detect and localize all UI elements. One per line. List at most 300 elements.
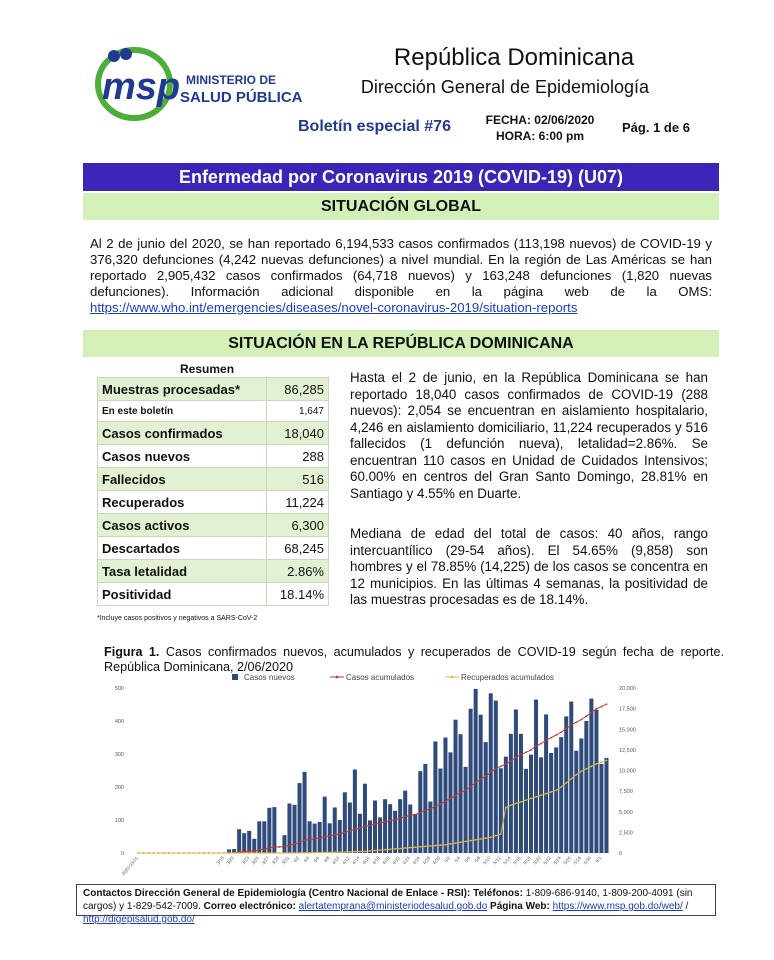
point-recuperados-acumulados bbox=[429, 845, 431, 847]
point-casos-acumulados bbox=[510, 760, 512, 762]
point-casos-acumulados bbox=[555, 734, 557, 736]
web-label: Página Web: bbox=[490, 901, 550, 912]
point-recuperados-acumulados bbox=[153, 852, 155, 854]
point-casos-acumulados bbox=[505, 763, 507, 765]
bar-casos-nuevos bbox=[353, 770, 357, 853]
bar-casos-nuevos bbox=[333, 807, 337, 853]
point-recuperados-acumulados bbox=[379, 849, 381, 851]
point-recuperados-acumulados bbox=[601, 761, 603, 763]
point-casos-acumulados bbox=[309, 839, 311, 841]
table-row bbox=[98, 445, 329, 468]
link-separator: / bbox=[685, 901, 689, 912]
table-row bbox=[98, 468, 329, 491]
bar-casos-nuevos bbox=[594, 710, 598, 853]
point-recuperados-acumulados bbox=[324, 852, 326, 854]
x-tick-label: 5/20 bbox=[532, 855, 542, 866]
point-recuperados-acumulados bbox=[409, 847, 411, 849]
point-recuperados-acumulados bbox=[480, 838, 482, 840]
country-title: República Dominicana bbox=[393, 44, 635, 71]
bar-casos-nuevos bbox=[494, 701, 498, 853]
bar-casos-nuevos bbox=[338, 820, 342, 853]
x-tick-label: 5/18 bbox=[522, 855, 532, 866]
row-label: Descartados bbox=[98, 537, 267, 560]
point-recuperados-acumulados bbox=[173, 852, 175, 854]
point-casos-acumulados bbox=[460, 791, 462, 793]
bar-casos-nuevos bbox=[328, 823, 332, 853]
legend-label: Recuperados acumulados bbox=[461, 673, 554, 682]
point-casos-acumulados bbox=[540, 743, 542, 745]
bulletin-date: FECHA: 02/06/2020 bbox=[485, 113, 595, 127]
msp-web-link[interactable]: https://www.msp.gob.do/web/ bbox=[552, 901, 683, 912]
bar-casos-nuevos bbox=[358, 814, 362, 853]
point-recuperados-acumulados bbox=[590, 765, 592, 767]
point-recuperados-acumulados bbox=[460, 841, 462, 843]
point-casos-acumulados bbox=[409, 815, 411, 817]
x-tick-label: 5/26 bbox=[562, 855, 573, 866]
point-casos-acumulados bbox=[585, 715, 587, 717]
bar-casos-nuevos bbox=[599, 764, 603, 853]
point-casos-acumulados bbox=[535, 745, 537, 747]
point-casos-acumulados bbox=[263, 848, 265, 850]
point-casos-acumulados bbox=[590, 711, 592, 713]
point-recuperados-acumulados bbox=[213, 852, 215, 854]
point-recuperados-acumulados bbox=[178, 852, 180, 854]
point-recuperados-acumulados bbox=[455, 842, 457, 844]
bar-casos-nuevos bbox=[292, 805, 296, 853]
point-recuperados-acumulados bbox=[585, 768, 587, 770]
point-recuperados-acumulados bbox=[565, 782, 567, 784]
point-casos-acumulados bbox=[455, 794, 457, 796]
bar-casos-nuevos bbox=[343, 792, 347, 853]
y-right-tick-label: 7,500 bbox=[619, 789, 633, 796]
point-casos-acumulados bbox=[500, 765, 502, 767]
y-right-tick-label: 2,500 bbox=[619, 830, 633, 837]
bar-casos-nuevos bbox=[262, 821, 266, 853]
x-tick-label: 5/22 bbox=[542, 855, 552, 866]
y-left-tick-label: 100 bbox=[114, 818, 124, 824]
bar-casos-nuevos bbox=[373, 801, 377, 853]
bar-casos-nuevos bbox=[433, 741, 437, 853]
point-casos-acumulados bbox=[394, 819, 396, 821]
x-tick-label: 5/24 bbox=[552, 855, 562, 866]
point-recuperados-acumulados bbox=[495, 835, 497, 837]
x-tick-label: 3/25 bbox=[250, 855, 261, 866]
row-label: Muestras procesadas* bbox=[98, 378, 267, 401]
point-recuperados-acumulados bbox=[570, 778, 572, 780]
point-casos-acumulados bbox=[379, 822, 381, 824]
point-recuperados-acumulados bbox=[414, 846, 416, 848]
row-label: Casos nuevos bbox=[98, 445, 267, 468]
point-recuperados-acumulados bbox=[158, 852, 160, 854]
point-casos-acumulados bbox=[258, 849, 260, 851]
table-row bbox=[98, 537, 329, 560]
point-recuperados-acumulados bbox=[284, 852, 286, 854]
point-recuperados-acumulados bbox=[148, 852, 150, 854]
row-label: Fallecidos bbox=[98, 468, 267, 491]
point-recuperados-acumulados bbox=[424, 846, 426, 848]
point-recuperados-acumulados bbox=[258, 852, 260, 854]
bar-casos-nuevos bbox=[474, 689, 478, 853]
legend-swatch-casos-nuevos bbox=[232, 674, 238, 680]
who-link[interactable]: https://www.who.int/emergencies/diseases/novel-coronavirus-2019/situation-reports bbox=[90, 300, 578, 315]
logo-line2: SALUD PÚBLICA bbox=[180, 89, 303, 106]
x-tick-label: 3/23 bbox=[240, 855, 250, 866]
point-casos-acumulados bbox=[374, 823, 376, 825]
bar-casos-nuevos bbox=[554, 747, 558, 853]
figure-caption-text: Casos confirmados nuevos, acumulados y recuperados de COVID-19 según fecha de reporte. República Dominicana, 2/06/2020 bbox=[104, 645, 725, 674]
point-recuperados-acumulados bbox=[374, 850, 376, 852]
x-tick-label: 5/30 bbox=[582, 855, 593, 866]
point-casos-acumulados bbox=[299, 841, 301, 843]
row-value: 516 bbox=[267, 468, 329, 491]
point-recuperados-acumulados bbox=[399, 848, 401, 850]
msp-logo-icon bbox=[96, 44, 303, 124]
point-recuperados-acumulados bbox=[545, 793, 547, 795]
rd-paragraph-2: Mediana de edad del total de casos: 40 años, rango intercuantílico (29-54 años). El 54.65% (9,858) son hombres y el 78.85% (14,225) de los casos se concentra en 12 municipios. En las últimas 4 semanas, la positividad de las muestras procesadas es de 18.14%. bbox=[350, 526, 708, 607]
point-casos-acumulados bbox=[294, 843, 296, 845]
point-casos-acumulados bbox=[414, 814, 416, 816]
point-recuperados-acumulados bbox=[334, 851, 336, 853]
point-recuperados-acumulados bbox=[238, 852, 240, 854]
bar-casos-nuevos bbox=[388, 804, 392, 853]
bar-casos-nuevos bbox=[408, 804, 412, 853]
point-recuperados-acumulados bbox=[445, 844, 447, 846]
point-casos-acumulados bbox=[575, 721, 577, 723]
x-tick-label: 4/30 bbox=[431, 855, 442, 866]
point-recuperados-acumulados bbox=[138, 852, 140, 854]
rd-paragraph-1: Hasta el 2 de junio, en la República Dominicana se han reportado 18,040 casos confirmados de COVID-19 (288 nuevos): 2,054 se encuentran en aislamiento hospitalario, 4,246 en aislamiento domiciliario, 11,224 recuperados y 516 fallecidos (1 defunción nueva), letalidad=2.86%. Se encuentran 110 casos en Unidad de Cuidados Intensivos; 60.00% en centros del Gran Santo Domingo, 28.81% en Santiago y 4.55% en Duarte. bbox=[350, 370, 708, 501]
cases-chart-svg bbox=[104, 668, 664, 888]
x-tick-label: 4/4 bbox=[302, 855, 311, 864]
global-situation-text bbox=[90, 236, 712, 316]
x-tick-label: 3/31 bbox=[280, 855, 291, 866]
row-label: Recuperados bbox=[98, 491, 267, 514]
point-casos-acumulados bbox=[495, 768, 497, 770]
x-tick-label: 3/18 bbox=[215, 855, 225, 866]
point-casos-acumulados bbox=[314, 838, 316, 840]
y-right-tick-label: 10,000 bbox=[619, 768, 636, 775]
point-casos-acumulados bbox=[515, 756, 517, 758]
point-casos-acumulados bbox=[445, 800, 447, 802]
row-value: 86,285 bbox=[267, 378, 329, 401]
legend-swatch-marker bbox=[451, 676, 454, 679]
point-recuperados-acumulados bbox=[525, 799, 527, 801]
x-tick-label: 3/27 bbox=[260, 855, 271, 866]
point-casos-acumulados bbox=[520, 754, 522, 756]
table-row bbox=[98, 401, 329, 422]
x-tick-label: 5/4 bbox=[453, 855, 462, 864]
point-recuperados-acumulados bbox=[470, 840, 472, 842]
bar-casos-nuevos bbox=[454, 720, 458, 853]
point-recuperados-acumulados bbox=[596, 763, 598, 765]
point-casos-acumulados bbox=[601, 706, 603, 708]
point-recuperados-acumulados bbox=[520, 801, 522, 803]
legend-label: Casos acumulados bbox=[346, 673, 415, 682]
bar-casos-nuevos bbox=[242, 833, 246, 853]
row-value: 18.14% bbox=[267, 583, 329, 606]
phones: 1-809-686-9140, 1-809-200-4091 (sin cargos) y 1-829-542-7009. bbox=[83, 888, 693, 912]
x-tick-label: 5/28 bbox=[572, 855, 583, 866]
bar-casos-nuevos bbox=[363, 784, 367, 853]
y-right-tick-label: 20,000 bbox=[619, 686, 636, 692]
point-casos-acumulados bbox=[470, 786, 472, 788]
x-tick-label: 6/1 bbox=[594, 855, 603, 864]
point-recuperados-acumulados bbox=[223, 852, 225, 854]
point-casos-acumulados bbox=[545, 739, 547, 741]
table-row bbox=[98, 422, 329, 445]
bar-casos-nuevos bbox=[323, 797, 327, 853]
table-row bbox=[98, 560, 329, 583]
point-casos-acumulados bbox=[465, 789, 467, 791]
point-casos-acumulados bbox=[344, 831, 346, 833]
contact-label: Contactos Dirección General de Epidemiología (Centro Nacional de Enlace - RSI): bbox=[83, 888, 471, 899]
point-recuperados-acumulados bbox=[168, 852, 170, 854]
y-right-tick-label: 17,500 bbox=[619, 706, 636, 713]
bar-casos-nuevos bbox=[499, 768, 503, 853]
table-row bbox=[98, 514, 329, 537]
bar-casos-nuevos bbox=[464, 767, 468, 853]
point-casos-acumulados bbox=[349, 830, 351, 832]
global-paragraph: Al 2 de junio del 2020, se han reportado 6,194,533 casos confirmados (113,198 nuevos) de COVID-19 y 376,320 defunciones (4,242 nuevas defunciones) a nivel mundial. En la región de Las Américas se han reportado 2,905,432 casos confirmados (64,718 nuevos) y 163,248 defunciones (1,820 nuevas defunciones). Información adicional disponible en la página web de la OMS: bbox=[90, 236, 712, 299]
bar-casos-nuevos bbox=[519, 734, 523, 853]
point-casos-acumulados bbox=[485, 775, 487, 777]
bar-casos-nuevos bbox=[544, 714, 548, 853]
point-casos-acumulados bbox=[289, 844, 291, 846]
point-recuperados-acumulados bbox=[394, 848, 396, 850]
point-recuperados-acumulados bbox=[243, 852, 245, 854]
point-casos-acumulados bbox=[565, 728, 567, 730]
point-recuperados-acumulados bbox=[354, 851, 356, 853]
point-recuperados-acumulados bbox=[369, 850, 371, 852]
x-tick-label: 4/2 bbox=[292, 855, 301, 864]
bar-casos-nuevos bbox=[448, 752, 452, 853]
y-left-tick-label: 500 bbox=[114, 686, 124, 692]
point-recuperados-acumulados bbox=[233, 852, 235, 854]
bar-casos-nuevos bbox=[398, 799, 402, 853]
row-label: Tasa letalidad bbox=[98, 560, 267, 583]
point-recuperados-acumulados bbox=[208, 852, 210, 854]
directorate-subtitle: Dirección General de Epidemiología bbox=[360, 77, 650, 97]
bar-casos-nuevos bbox=[584, 721, 588, 853]
x-tick-label: 3/29 bbox=[270, 855, 281, 866]
point-casos-acumulados bbox=[434, 805, 436, 807]
point-recuperados-acumulados bbox=[550, 791, 552, 793]
point-recuperados-acumulados bbox=[349, 851, 351, 853]
point-casos-acumulados bbox=[429, 808, 431, 810]
point-casos-acumulados bbox=[389, 820, 391, 822]
x-tick-label: 5/8 bbox=[473, 855, 482, 864]
point-recuperados-acumulados bbox=[485, 837, 487, 839]
bar-casos-nuevos bbox=[423, 764, 427, 853]
summary-footnote: *Incluye casos positivos y negativos a SARS-CoV-2 bbox=[97, 615, 258, 622]
point-recuperados-acumulados bbox=[389, 848, 391, 850]
legend-swatch-marker bbox=[336, 676, 339, 679]
point-recuperados-acumulados bbox=[450, 843, 452, 845]
table-row bbox=[98, 378, 329, 401]
point-recuperados-acumulados bbox=[535, 796, 537, 798]
bar-casos-nuevos bbox=[479, 715, 483, 853]
point-casos-acumulados bbox=[268, 847, 270, 849]
bar-casos-nuevos bbox=[539, 757, 543, 853]
page-number: Pág. 1 de 6 bbox=[622, 120, 690, 135]
bar-casos-nuevos bbox=[348, 803, 352, 853]
bar-casos-nuevos bbox=[574, 751, 578, 853]
point-casos-acumulados bbox=[419, 812, 421, 814]
point-casos-acumulados bbox=[273, 846, 275, 848]
global-situation-banner: SITUACIÓN GLOBAL bbox=[83, 193, 719, 220]
row-value: 6,300 bbox=[267, 514, 329, 537]
row-value: 68,245 bbox=[267, 537, 329, 560]
x-tick-label: 4/18 bbox=[371, 855, 381, 866]
point-recuperados-acumulados bbox=[314, 852, 316, 854]
row-label: Casos activos bbox=[98, 514, 267, 537]
point-recuperados-acumulados bbox=[490, 836, 492, 838]
point-casos-acumulados bbox=[304, 839, 306, 841]
point-recuperados-acumulados bbox=[475, 839, 477, 841]
point-casos-acumulados bbox=[329, 835, 331, 837]
cases-chart bbox=[104, 668, 664, 888]
point-casos-acumulados bbox=[334, 834, 336, 836]
y-left-tick-label: 0 bbox=[120, 851, 124, 857]
bar-casos-nuevos bbox=[308, 821, 312, 853]
x-tick-label: 4/20 bbox=[381, 855, 391, 866]
x-tick-label: 4/14 bbox=[351, 855, 361, 866]
x-tick-label: 5/6 bbox=[463, 855, 472, 864]
rd-situation-banner: SITUACIÓN EN LA REPÚBLICA DOMINICANA bbox=[83, 330, 719, 357]
point-casos-acumulados bbox=[319, 837, 321, 839]
bar-casos-nuevos bbox=[514, 709, 518, 853]
x-tick-label: 4/8 bbox=[322, 855, 331, 864]
table-row bbox=[98, 583, 329, 606]
point-recuperados-acumulados bbox=[319, 852, 321, 854]
point-casos-acumulados bbox=[359, 827, 361, 829]
x-tick-label: 4/28 bbox=[421, 855, 432, 866]
point-casos-acumulados bbox=[570, 724, 572, 726]
point-recuperados-acumulados bbox=[510, 804, 512, 806]
point-recuperados-acumulados bbox=[248, 852, 250, 854]
summary-title: Resumen bbox=[180, 362, 235, 376]
digepi-web-link[interactable]: http://digepisalud.gob.do/ bbox=[83, 914, 195, 925]
point-recuperados-acumulados bbox=[183, 852, 185, 854]
point-casos-acumulados bbox=[450, 798, 452, 800]
email-label: Correo electrónico: bbox=[203, 901, 296, 912]
bar-casos-nuevos bbox=[393, 811, 397, 853]
bar-casos-nuevos bbox=[282, 835, 286, 853]
bar-casos-nuevos bbox=[383, 799, 387, 853]
logo-abbrev: msp bbox=[102, 66, 181, 108]
point-recuperados-acumulados bbox=[404, 847, 406, 849]
bar-casos-nuevos bbox=[403, 791, 407, 853]
point-casos-acumulados bbox=[525, 751, 527, 753]
x-tick-label: 4/6 bbox=[312, 855, 321, 864]
point-recuperados-acumulados bbox=[364, 850, 366, 852]
point-casos-acumulados bbox=[530, 749, 532, 751]
point-recuperados-acumulados bbox=[606, 760, 608, 762]
x-tick-label: 5/12 bbox=[492, 855, 502, 866]
point-recuperados-acumulados bbox=[228, 852, 230, 854]
point-casos-acumulados bbox=[440, 803, 442, 805]
x-tick-label: 4/24 bbox=[401, 855, 412, 866]
x-tick-label: 4/10 bbox=[331, 855, 341, 866]
row-label: Positividad bbox=[98, 583, 267, 606]
y-right-tick-label: 5,000 bbox=[619, 809, 633, 816]
point-recuperados-acumulados bbox=[268, 852, 270, 854]
summary-table bbox=[97, 377, 329, 606]
point-recuperados-acumulados bbox=[530, 798, 532, 800]
bar-casos-nuevos bbox=[549, 753, 553, 853]
point-casos-acumulados bbox=[354, 828, 356, 830]
contact-footer bbox=[76, 884, 716, 925]
point-casos-acumulados bbox=[253, 850, 255, 852]
point-recuperados-acumulados bbox=[279, 852, 281, 854]
point-casos-acumulados bbox=[404, 816, 406, 818]
figure-label: Figura 1. bbox=[104, 645, 160, 659]
point-casos-acumulados bbox=[580, 719, 582, 721]
bar-casos-nuevos bbox=[267, 808, 271, 853]
disease-banner: Enfermedad por Coronavirus 2019 (COVID-19) (U07) bbox=[83, 163, 719, 191]
bar-casos-nuevos bbox=[524, 769, 528, 853]
bar-casos-nuevos bbox=[509, 734, 513, 853]
point-recuperados-acumulados bbox=[294, 852, 296, 854]
x-tick-label: 3/20 bbox=[225, 855, 235, 866]
point-recuperados-acumulados bbox=[344, 851, 346, 853]
bar-casos-nuevos bbox=[504, 757, 508, 853]
bar-casos-nuevos bbox=[604, 758, 608, 853]
point-recuperados-acumulados bbox=[465, 841, 467, 843]
point-recuperados-acumulados bbox=[560, 786, 562, 788]
y-right-tick-label: 0 bbox=[619, 851, 623, 857]
point-recuperados-acumulados bbox=[329, 852, 331, 854]
point-recuperados-acumulados bbox=[575, 774, 577, 776]
email-link[interactable]: alertatemprana@ministeriodesalud.gob.do bbox=[298, 901, 488, 912]
table-row bbox=[98, 491, 329, 514]
point-recuperados-acumulados bbox=[289, 852, 291, 854]
y-left-tick-label: 200 bbox=[114, 785, 124, 791]
point-casos-acumulados bbox=[490, 771, 492, 773]
bar-casos-nuevos bbox=[589, 699, 593, 853]
x-tick-label: 5/16 bbox=[512, 855, 522, 866]
point-casos-acumulados bbox=[560, 731, 562, 733]
point-recuperados-acumulados bbox=[500, 833, 502, 835]
legend-label: Casos nuevos bbox=[244, 673, 295, 682]
x-tick-label: 4/16 bbox=[361, 855, 371, 866]
point-recuperados-acumulados bbox=[203, 852, 205, 854]
point-recuperados-acumulados bbox=[198, 852, 200, 854]
x-tick-label: 4/26 bbox=[411, 855, 422, 866]
point-recuperados-acumulados bbox=[515, 803, 517, 805]
x-tick-label: 5/14 bbox=[502, 855, 512, 866]
point-casos-acumulados bbox=[596, 708, 598, 710]
point-recuperados-acumulados bbox=[359, 851, 361, 853]
point-recuperados-acumulados bbox=[193, 852, 195, 854]
point-casos-acumulados bbox=[279, 846, 281, 848]
bar-casos-nuevos bbox=[443, 738, 447, 854]
bulletin-number: Boletín especial #76 bbox=[298, 118, 451, 135]
point-recuperados-acumulados bbox=[263, 852, 265, 854]
point-casos-acumulados bbox=[369, 825, 371, 827]
y-right-tick-label: 12,500 bbox=[619, 747, 636, 754]
point-casos-acumulados bbox=[339, 833, 341, 835]
row-label: Casos confirmados bbox=[98, 422, 267, 445]
point-recuperados-acumulados bbox=[143, 852, 145, 854]
point-casos-acumulados bbox=[384, 821, 386, 823]
point-casos-acumulados bbox=[364, 825, 366, 827]
msp-logo bbox=[96, 44, 303, 124]
bar-casos-nuevos bbox=[247, 831, 251, 853]
point-recuperados-acumulados bbox=[540, 794, 542, 796]
point-casos-acumulados bbox=[324, 836, 326, 838]
date-time-block bbox=[480, 112, 600, 144]
